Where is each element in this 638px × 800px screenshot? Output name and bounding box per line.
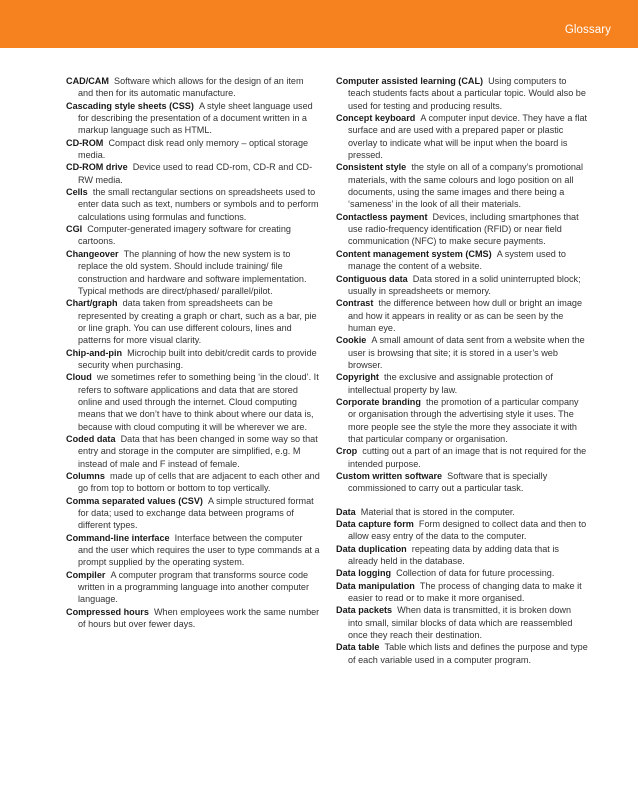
glossary-definition: A system used to manage the content of a website. — [348, 248, 566, 272]
glossary-entry — [336, 334, 588, 371]
glossary-definition: Device used to read CD-rom, CD-R and CD-RW media. — [78, 162, 313, 185]
glossary-term: Consistent style — [336, 162, 407, 173]
glossary-definition: Computer-generated imagery software for creating cartoons. — [78, 224, 291, 247]
glossary-entry — [336, 273, 588, 298]
glossary-entry — [336, 297, 588, 334]
glossary-definition: Table which lists and defines the purpose and type of each variable used in a computer program. — [348, 642, 588, 665]
glossary-entry — [336, 543, 588, 568]
glossary-definition: Collection of data for future processing. — [396, 568, 555, 579]
glossary-definition: A computer input device. They have a flat surface and are used with a prepared paper or plastic overlay to indicate what will be input when the board is pressed. — [348, 113, 588, 161]
glossary-definition: repeating data by adding data that is already held in the database. — [348, 543, 559, 567]
glossary-column-left — [66, 75, 320, 630]
glossary-entry — [336, 580, 588, 605]
glossary-term: Copyright — [336, 372, 379, 383]
glossary-definition: the promotion of a particular company or organisation through the advertising style it uses. The more people see the style the more they associate it with that particular company or organisation. — [348, 396, 579, 444]
glossary-entry — [336, 506, 588, 518]
glossary-definition: A computer program that transforms source code written in a programming language into another computer language. — [78, 569, 310, 605]
glossary-entry — [66, 433, 320, 470]
glossary-definition: When employees work the same number of hours but over fewer days. — [78, 606, 320, 630]
glossary-term: CAD/CAM — [66, 76, 109, 86]
glossary-entry — [66, 371, 320, 433]
glossary-term: Compressed hours — [66, 606, 149, 617]
glossary-entry — [66, 470, 320, 495]
glossary-term: Coded data — [66, 433, 116, 444]
glossary-term: Columns — [66, 471, 105, 481]
glossary-entry — [336, 518, 588, 543]
glossary-entry — [66, 347, 320, 372]
glossary-entry — [66, 248, 320, 297]
glossary-definition: Data stored in a solid uninterrupted block; usually in spreadsheets or memory. — [348, 273, 581, 296]
glossary-definition: Form designed to collect data and then to allow easy entry of the data to the computer. — [348, 519, 587, 542]
glossary-term: Contactless payment — [336, 211, 428, 222]
glossary-definition: the style on all of a company’s promotional materials, with the same colours and logo position on all documents, using the same images and there being a ‘sameness’ in the look of all their materials. — [348, 162, 584, 210]
glossary-term: Data duplication — [336, 543, 407, 554]
glossary-definition: Software that is specially commissioned to carry out a particular task. — [348, 471, 548, 494]
glossary-term: Contiguous data — [336, 273, 408, 284]
glossary-definition: data taken from spreadsheets can be represented by creating a graph or chart, such as a bar, pie or line graph. You can use different colours, lines and patterns for more visual clarity. — [78, 298, 317, 346]
glossary-term: Crop — [336, 446, 358, 457]
glossary-term: Contrast — [336, 298, 374, 309]
glossary-entry — [336, 641, 588, 666]
glossary-term: Data — [336, 506, 356, 517]
glossary-entry — [336, 112, 588, 161]
glossary-entry — [66, 606, 320, 631]
glossary-entry — [66, 161, 320, 186]
glossary-entry — [66, 186, 320, 223]
glossary-term: Data capture form — [336, 519, 414, 530]
glossary-entry — [66, 569, 320, 606]
glossary-definition: we sometimes refer to something being ‘in the cloud’. It refers to software applications and data that are stored online and used through the internet. Cloud computing means that we don’t have to think about where our data is, because with cloud computing it will be wherever we are. — [78, 372, 319, 432]
glossary-term: Data packets — [336, 605, 393, 616]
glossary-definition: A style sheet language used for describing the presentation of a document written in a markup language such as HTML. — [78, 100, 313, 136]
glossary-entry — [66, 100, 320, 137]
glossary-term: Cookie — [336, 335, 367, 346]
glossary-term: Corporate branding — [336, 396, 421, 407]
glossary-definition: the small rectangular sections on spreadsheets used to enter data such as text, numbers or symbols and to perform calculations using formulas and functions. — [78, 187, 319, 222]
glossary-definition: made up of cells that are adjacent to each other and go from top to bottom or bottom to top vertically. — [78, 471, 320, 494]
glossary-term: Command-line interface — [66, 532, 170, 543]
glossary-term: Custom written software — [336, 471, 443, 481]
glossary-definition: Interface between the computer and the user which requires the user to type commands at a prompt supplied by the operating system. — [78, 532, 320, 568]
glossary-definition: the difference between how dull or bright an image and how it appears in reality or as can be seen by the human eye. — [348, 298, 583, 333]
glossary-term: Concept keyboard — [336, 113, 416, 124]
glossary-entry — [336, 161, 588, 210]
glossary-term: CD-ROM drive — [66, 162, 128, 173]
glossary-entry — [66, 137, 320, 162]
glossary-term: Compiler — [66, 569, 106, 580]
page-title: Glossary — [564, 24, 611, 36]
glossary-term: Data table — [336, 642, 380, 653]
glossary-definition: Using computers to teach students facts about a particular topic. Would also be used for testing and producing results. — [348, 76, 586, 111]
header-bar — [0, 0, 638, 48]
glossary-entry — [336, 567, 588, 579]
glossary-entry — [336, 396, 588, 445]
glossary-entry — [336, 371, 588, 396]
glossary-term: Data manipulation — [336, 580, 415, 591]
glossary-term: Data logging — [336, 568, 392, 579]
glossary-definition: the exclusive and assignable protection of intellectual property by law. — [348, 372, 553, 395]
glossary-entry — [66, 495, 320, 532]
section-gap — [336, 495, 588, 506]
glossary-definition: When data is transmitted, it is broken down into small, similar blocks of data which are reassembled once they reach their destination. — [348, 605, 573, 641]
glossary-entry — [66, 75, 320, 100]
glossary-definition: The planning of how the new system is to replace the old system. Should include training/ file construction and hardware and software implementation. Typical methods are direct/phased/ parallel/pilot. — [78, 248, 307, 296]
glossary-entry — [336, 445, 588, 470]
glossary-entry — [336, 470, 588, 495]
glossary-column-right — [336, 75, 588, 666]
glossary-definition: The process of changing data to make it easier to read or to make it more organised. — [348, 580, 582, 604]
glossary-term: Chip-and-pin — [66, 347, 123, 358]
glossary-entry — [336, 604, 588, 641]
glossary-definition: cutting out a part of an image that is not required for the intended purpose. — [348, 446, 587, 469]
glossary-definition: Microchip built into debit/credit cards to provide security when purchasing. — [78, 347, 317, 370]
glossary-term: Computer assisted learning (CAL) — [336, 76, 484, 86]
glossary-definition: Software which allows for the design of an item and then for its automatic manufacture. — [78, 76, 304, 99]
glossary-term: Cascading style sheets (CSS) — [66, 100, 194, 111]
glossary-definition: Devices, including smartphones that use radio-frequency identification (RFID) or near field communication (NFC) to make secure payments. — [348, 211, 579, 247]
glossary-definition: A small amount of data sent from a website when the user is browsing that site; it is stored in a user’s web browser. — [348, 335, 585, 370]
glossary-term: Content management system (CMS) — [336, 248, 492, 259]
glossary-entry — [66, 297, 320, 346]
glossary-term: Comma separated values (CSV) — [66, 495, 203, 506]
glossary-term: CD-ROM — [66, 137, 104, 148]
glossary-term: Changeover — [66, 248, 119, 259]
glossary-definition: Compact disk read only memory – optical storage media. — [78, 137, 309, 161]
glossary-entry — [66, 223, 320, 248]
glossary-entry — [336, 211, 588, 248]
glossary-entry — [66, 532, 320, 569]
glossary-definition: Material that is stored in the computer. — [360, 506, 515, 517]
glossary-definition: A simple structured format for data; used to exchange data between programs of different types. — [78, 495, 314, 531]
glossary-definition: Data that has been changed in some way so that entry and storage in the computer are simplified, e.g. M instead of male and F instead of female. — [78, 433, 318, 469]
glossary-term: CGI — [66, 224, 83, 235]
glossary-entry — [336, 248, 588, 273]
glossary-term: Cloud — [66, 372, 92, 383]
glossary-term: Chart/graph — [66, 298, 118, 309]
glossary-term: Cells — [66, 187, 88, 198]
glossary-entry — [336, 75, 588, 112]
